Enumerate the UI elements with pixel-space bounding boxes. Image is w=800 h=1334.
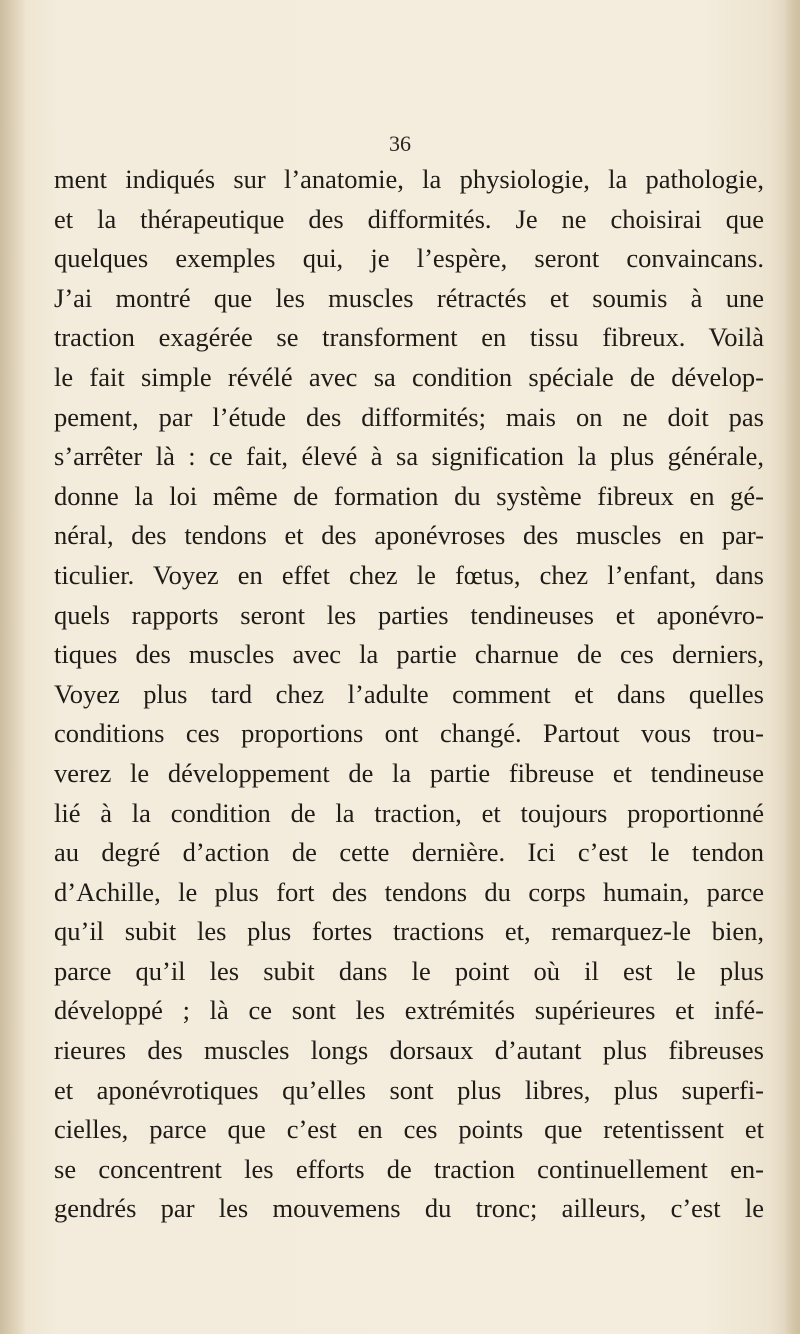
text-line: cielles, parce que c’est en ces points que retentissent et xyxy=(54,1114,764,1145)
text-line: donne la loi même de formation du système fibreux en gé- xyxy=(54,480,764,511)
page-edge-shadow xyxy=(784,0,800,1334)
page-number: 36 xyxy=(389,131,411,156)
text-line: s’arrêter là : ce fait, élevé à sa signification la plus générale, xyxy=(54,441,764,472)
text-line: J’ai montré que les muscles rétractés et soumis à une xyxy=(54,282,764,313)
text-line: au degré d’action de cette dernière. Ici c’est le tendon xyxy=(54,837,764,868)
text-line: et aponévrotiques qu’elles sont plus libres, plus superfi- xyxy=(54,1074,764,1105)
text-line: se concentrent les efforts de traction continuellement en- xyxy=(54,1153,764,1184)
text-line: pement, par l’étude des difformités; mais on ne doit pas xyxy=(54,401,764,432)
text-line: parce qu’il les subit dans le point où il est le plus xyxy=(54,955,764,986)
text-line: ment indiqués sur l’anatomie, la physiologie, la pathologie, xyxy=(54,164,764,194)
text-line: Voyez plus tard chez l’adulte comment et dans quelles xyxy=(54,678,764,709)
text-line: gendrés par les mouvemens du tronc; ailleurs, c’est le xyxy=(54,1193,764,1224)
text-line: développé ; là ce sont les extrémités supérieures et infé- xyxy=(54,995,764,1026)
body-text xyxy=(54,160,764,1229)
text-line: conditions ces proportions ont changé. Partout vous trou- xyxy=(54,718,764,749)
text-line: verez le développement de la partie fibreuse et tendineuse xyxy=(54,757,764,788)
text-line: tiques des muscles avec la partie charnue de ces derniers, xyxy=(54,639,764,670)
text-line: ticulier. Voyez en effet chez le fœtus, chez l’enfant, dans xyxy=(54,559,764,590)
text-line: qu’il subit les plus fortes tractions et, remarquez-le bien, xyxy=(54,916,764,947)
text-line: quels rapports seront les parties tendineuses et aponévro- xyxy=(54,599,764,630)
text-line: quelques exemples qui, je l’espère, seront convaincans. xyxy=(54,243,764,274)
text-line: traction exagérée se transforment en tissu fibreux. Voilà xyxy=(54,322,764,353)
text-line: d’Achille, le plus fort des tendons du corps humain, parce xyxy=(54,876,764,907)
text-line: rieures des muscles longs dorsaux d’autant plus fibreuses xyxy=(54,1035,764,1066)
page-gutter-shadow xyxy=(0,0,26,1334)
text-line: et la thérapeutique des difformités. Je ne choisirai que xyxy=(54,203,764,234)
text-line: néral, des tendons et des aponévroses des muscles en par- xyxy=(54,520,764,551)
text-line: le fait simple révélé avec sa condition spéciale de dévelop- xyxy=(54,361,764,392)
text-line: lié à la condition de la traction, et toujours proportionné xyxy=(54,797,764,828)
